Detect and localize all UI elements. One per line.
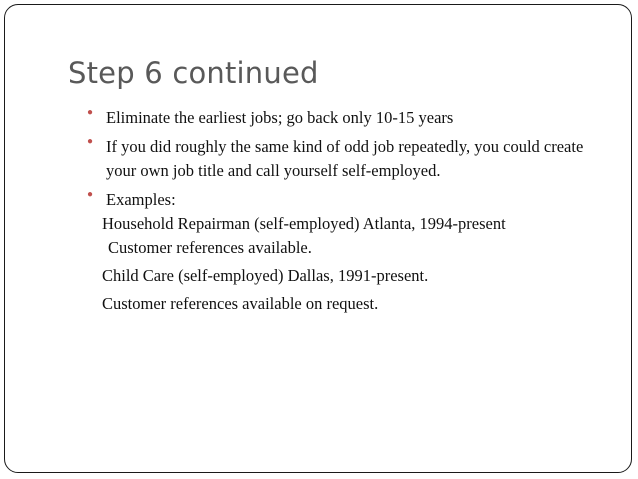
bullet-item [86,135,596,183]
bullet-item [86,188,596,212]
bullet-text: Examples: [106,190,176,209]
bullet-icon: ● [87,136,94,147]
example-line: Customer references available on request. [102,294,379,313]
slide-title: Step 6 continued [68,56,319,90]
bullet-icon: ● [87,189,94,200]
example-line: Customer references available. [108,238,312,257]
bullet-icon: ● [87,107,94,118]
slide-content [86,106,596,316]
bullet-text: If you did roughly the same kind of odd job repeatedly, you could create your own job title and call yourself self-employed. [106,137,584,180]
bullet-text: Eliminate the earliest jobs; go back only 10-15 years [106,108,454,127]
example-line: Child Care (self-employed) Dallas, 1991-present. [102,266,429,285]
bullet-item [86,106,596,130]
example-line: Household Repairman (self-employed) Atlanta, 1994-present [102,214,506,233]
